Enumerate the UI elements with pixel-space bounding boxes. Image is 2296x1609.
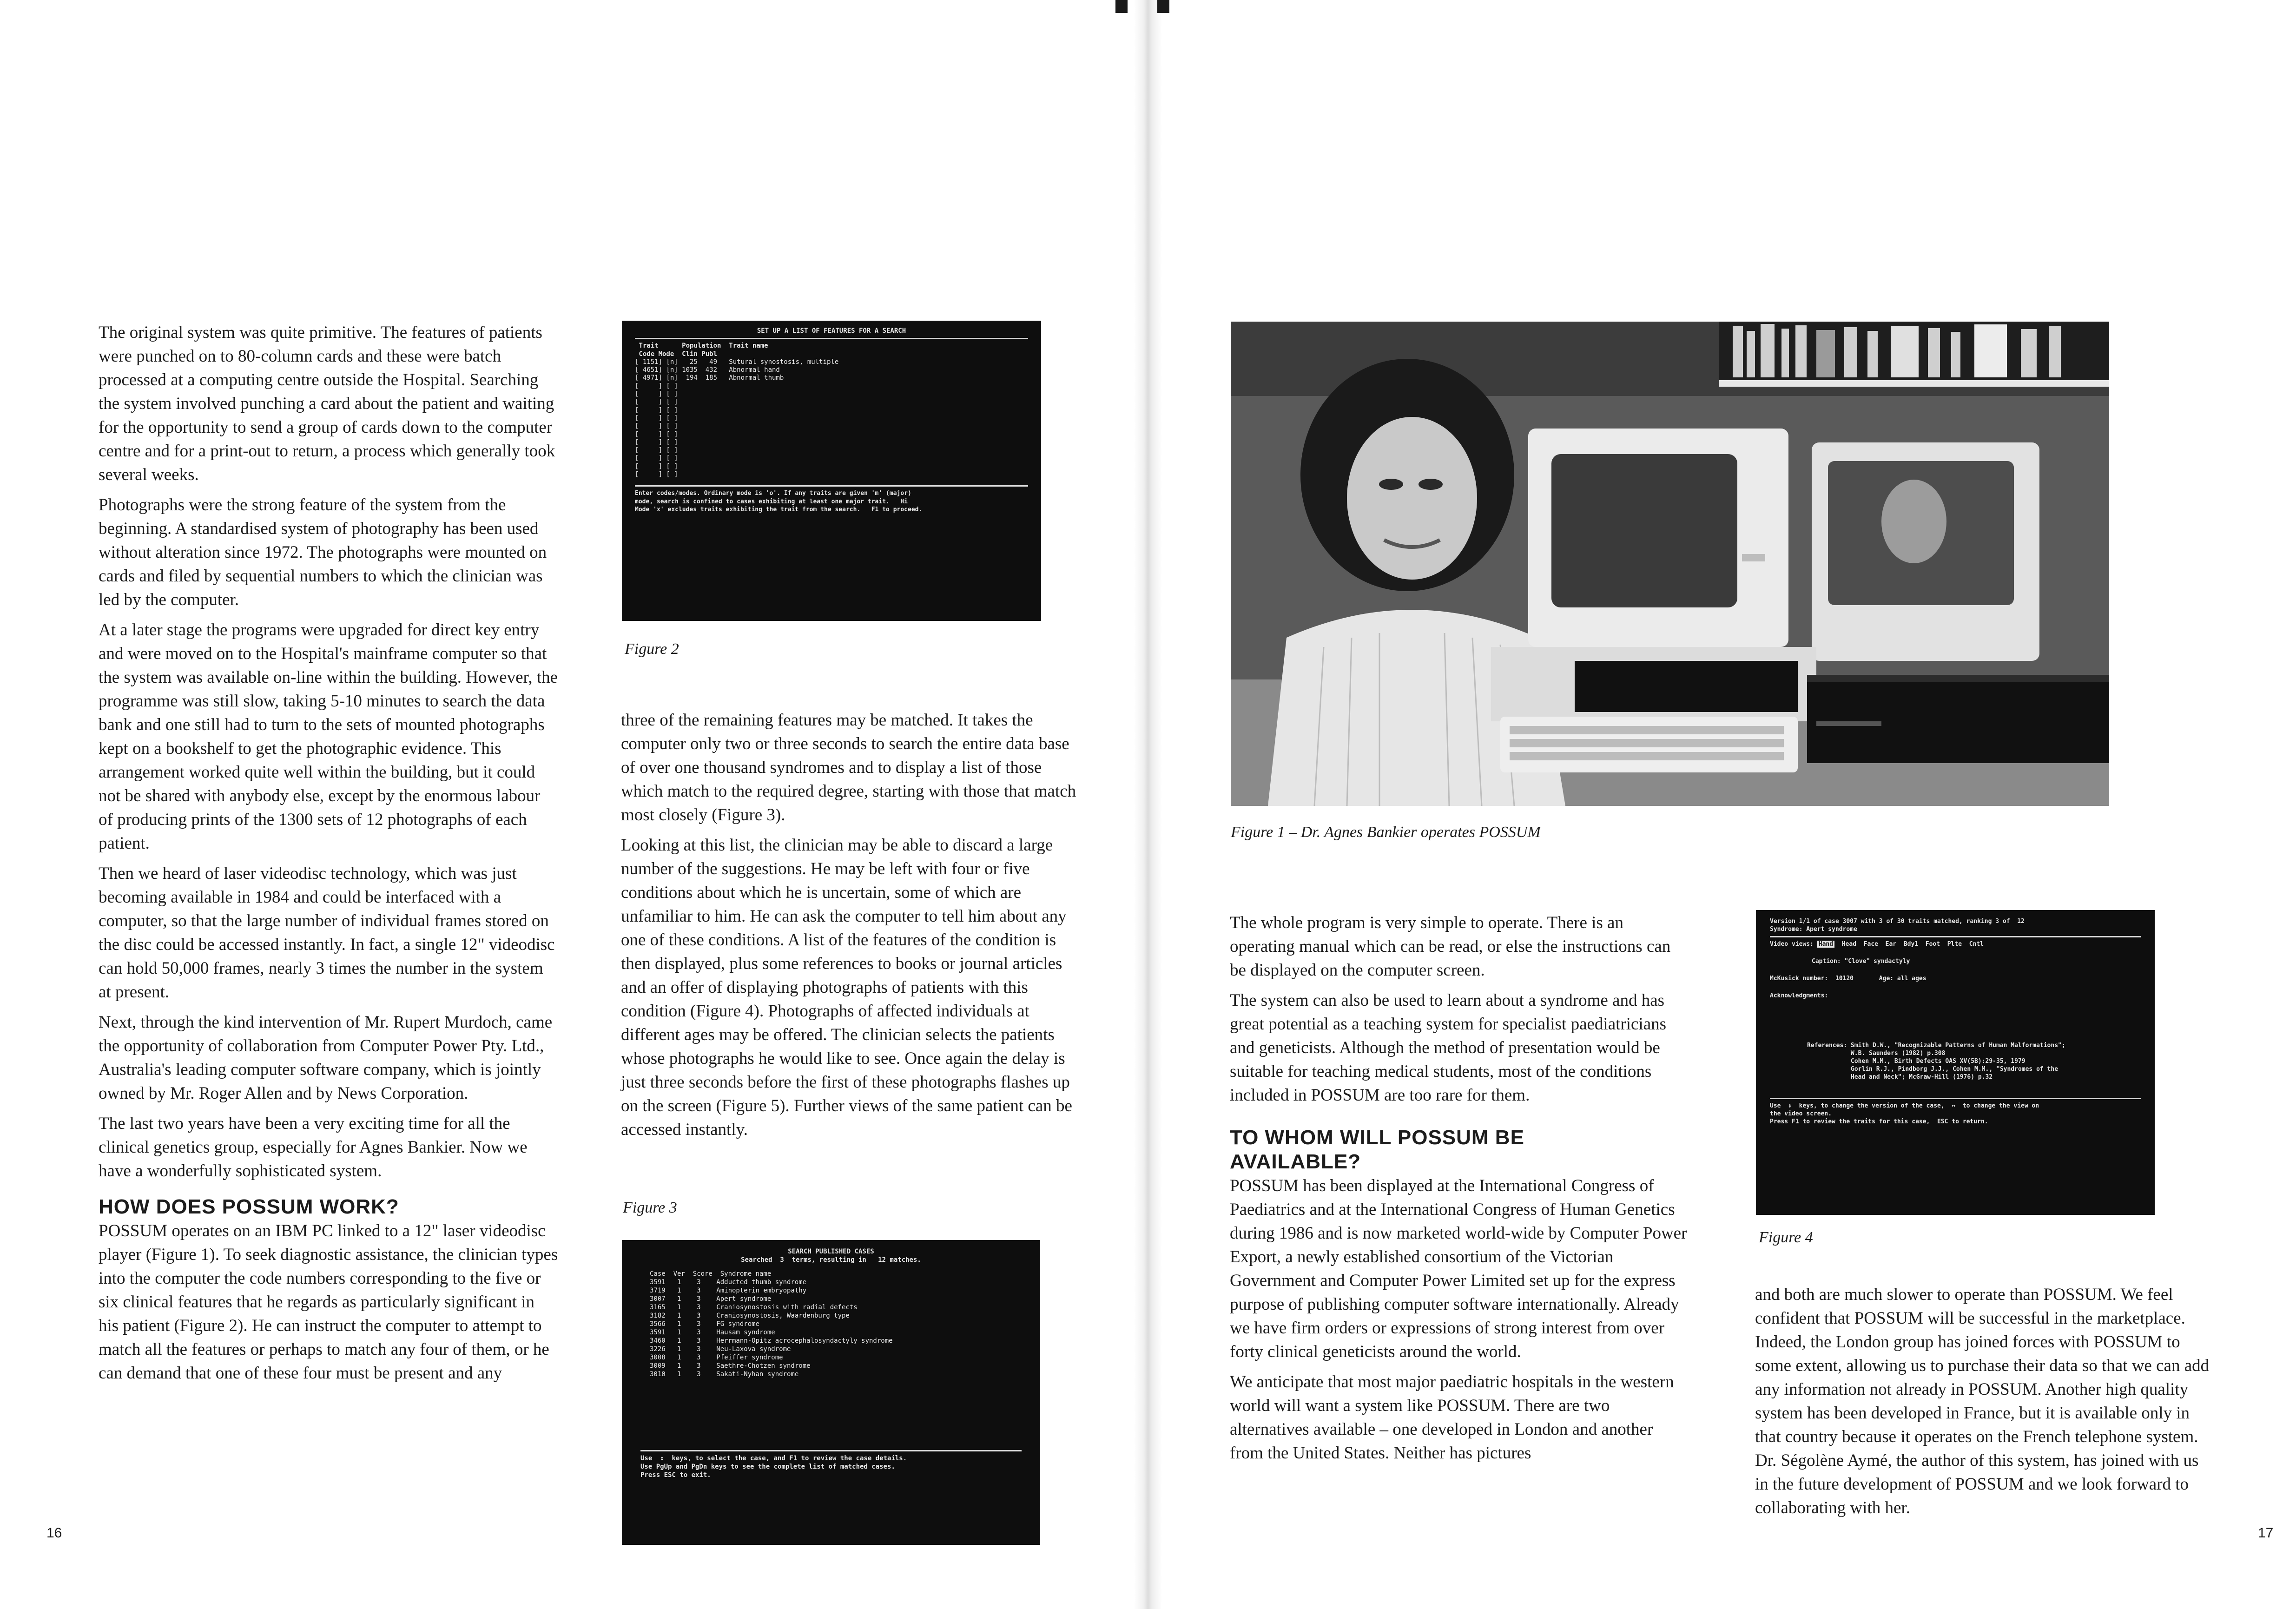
view-option[interactable]: Foot: [1925, 941, 1940, 948]
paragraph: Photographs were the strong feature of the system from the beginning. A standardised system of photography has been used without alteration since 1972. The photographs were mounted on cards and filed by sequential numbers to which the clinician was led by the computer.: [99, 495, 547, 609]
reference-line: W.B. Saunders (1982) p.308: [1807, 1050, 1946, 1057]
paragraph: and both are much slower to operate than POSSUM. We feel confident that POSSUM will be successful in the marketplace. Indeed, the London group has joined forces with POSSUM to some extent, allowing us to purchase their data so that we can add any information not already in POSSUM. Another high quality system has been developed in France, but it is available only in that country because it operates on the French telephone system. Dr. Ségolène Aymé, the author of this system, has joined with us in the future development of POSSUM and we look forward to collaborating with her.: [1755, 1285, 2210, 1517]
left-page: [0, 0, 1144, 1609]
left-column-1: [99, 321, 559, 1391]
video-views-label: Video views:: [1770, 941, 1814, 948]
reference-line: Cohen M.M., Birth Defects OAS XV(5B):29-35, 1979: [1807, 1058, 2025, 1065]
spine-mark: [1115, 0, 1128, 13]
trait-row: [ 4651] [n] 1035 432 Abnormal hand: [635, 366, 780, 374]
figure-4-caption: Figure 4: [1759, 1229, 1813, 1246]
figure-3-caption: Figure 3: [623, 1199, 677, 1216]
case-row: 3007 1 3 Apert syndrome: [650, 1295, 772, 1303]
paragraph: At a later stage the programs were upgraded for direct key entry and were moved on to the Hospital's mainframe computer so that the system was available on-line within the building. However, the programme was still slow, taking 5-10 minutes to search the data bank and one still had to turn to the sets of mounted photographs kept on a bookshelf to get the photographic evidence. This arrangement worked quite well within the building, but it could not be shared with anybody else, except by the enormous labour of producing prints of the 1300 sets of 12 photographs of each patient.: [99, 620, 558, 853]
caption-line: Caption: "Clove" syndactyly: [1812, 958, 1910, 965]
screen-subtitle: Searched 3 terms, resulting in 12 matches.: [741, 1256, 921, 1264]
screen-title: SEARCH PUBLISHED CASES: [788, 1248, 874, 1255]
paragraph: POSSUM has been displayed at the International Congress of Paediatrics and at the International Congress of Human Genetics during 1986 and is now marketed world-wide by Computer Power Export, a newly established consortium of the Victorian Government and Computer Power Limited set up for the express purpose of publishing computer software internationally. Already we have firm orders or expressions of strong interest from over forty clinical geneticists around the world.: [1230, 1176, 1687, 1361]
trait-row: [ ] [ ]: [635, 406, 678, 414]
left-column-2: [621, 708, 1081, 1148]
figure-1-caption: Figure 1 – Dr. Agnes Bankier operates POSSUM: [1231, 824, 1541, 841]
screen-subtitle: Syndrome: Apert syndrome: [1770, 926, 1857, 933]
photo-illustration: [1231, 322, 2109, 806]
case-row: 3165 1 3 Craniosynostosis with radial defects: [650, 1304, 858, 1311]
paragraph: The whole program is very simple to operate. There is an operating manual which can be read, or else the instructions can be displayed on the computer screen.: [1230, 913, 1671, 980]
case-row: 3591 1 3 Hausam syndrome: [650, 1329, 775, 1336]
view-option[interactable]: Face: [1863, 941, 1878, 948]
trait-row: [ ] [ ]: [635, 430, 678, 438]
trait-row: [ ] [ ]: [635, 414, 678, 422]
paragraph: The system can also be used to learn about a syndrome and has great potential as a teaching system for specialist paediatricians and geneticists. Although the method of presentation would be suitable for teaching medical students, most of the conditions included in POSSUM are too rare for them.: [1230, 991, 1667, 1105]
trait-row: [ ] [ ]: [635, 398, 678, 406]
figure-2-screen: [622, 321, 1041, 621]
section-heading: TO WHOM WILL POSSUM BE AVAILABLE?: [1230, 1126, 1524, 1173]
paragraph: Next, through the kind intervention of Mr. Rupert Murdoch, came the opportunity of collaboration from Computer Power Pty. Ltd., Australia's leading computer software company, which is jointly owned by Mr. Roger Allen and by News Corporation.: [99, 1013, 553, 1103]
view-option[interactable]: Plte: [1947, 941, 1962, 948]
paragraph: We anticipate that most major paediatric hospitals in the western world will want a system like POSSUM. There are two alternatives available – one developed in London and another from the United States. Neither has pictures: [1230, 1372, 1674, 1463]
screen-footer: Use ↕ keys, to select the case, and F1 to review the case details.: [640, 1455, 907, 1462]
video-views-row: [1770, 940, 2141, 948]
case-row: 3226 1 3 Neu-Laxova syndrome: [650, 1345, 791, 1353]
trait-row: [ ] [ ]: [635, 422, 678, 430]
view-option[interactable]: Head: [1841, 941, 1857, 948]
section-heading: HOW DOES POSSUM WORK?: [99, 1195, 399, 1218]
trait-row: [ 4971] [n] 194 185 Abnormal thumb: [635, 374, 784, 382]
screen-footer: the video screen.: [1770, 1110, 1832, 1117]
trait-row: [ ] [ ]: [635, 447, 678, 455]
figure-1-photo: [1231, 322, 2109, 806]
spine-mark: [1157, 0, 1169, 13]
screen-title: SET UP A LIST OF FEATURES FOR A SEARCH: [757, 327, 906, 335]
screen-footer: Mode 'x' excludes traits exhibiting the trait from the search. F1 to proceed.: [635, 506, 923, 513]
screen-footer: Press ESC to exit.: [640, 1471, 711, 1479]
case-row: 3566 1 3 FG syndrome: [650, 1320, 760, 1328]
paragraph: Looking at this list, the clinician may be able to discard a large number of the suggestions. He may be left with four or five conditions about which he is uncertain, some of which are unfamiliar to him. He can ask the computer to tell him about any one of these conditions. A list of the features of the condition is then displayed, plus some references to books or journal articles and an offer of displaying photographs of patients with this condition (Figure 4). Photographs of affected individuals at different ages may be offered. The clinician selects the patients whose photographs he would like to see. Once again the delay is just three seconds before the first of these photographs flashes up on the screen (Figure 5). Further views of the same patient can be accessed instantly.: [621, 836, 1072, 1139]
trait-row: [ ] [ ]: [635, 471, 678, 479]
trait-row: [ ] [ ]: [635, 390, 678, 398]
page-number: 16: [46, 1525, 62, 1541]
trait-row: [ ] [ ]: [635, 455, 678, 462]
figure-2-caption: Figure 2: [625, 640, 679, 658]
figure-4-screen: [1756, 910, 2155, 1215]
trait-row: [ ] [ ]: [635, 462, 678, 470]
screen-footer: Use PgUp and PgDn keys to see the complete list of matched cases.: [640, 1463, 895, 1471]
case-row: 3182 1 3 Craniosynostosis, Waardenburg type: [650, 1312, 850, 1319]
right-column-2: [1755, 1283, 2215, 1526]
screen-header: Trait Population Trait name: [635, 342, 768, 350]
trait-row: [ ] [ ]: [635, 438, 678, 446]
figure-3-screen: [622, 1240, 1040, 1545]
right-column-1: [1230, 911, 1690, 1471]
case-row: 3591 1 3 Adducted thumb syndrome: [650, 1279, 807, 1286]
screen-footer: Use ↕ keys, to change the version of the case, ↔ to change the view on: [1770, 1102, 2039, 1109]
reference-line: References: Smith D.W., "Recognizable Patterns of Human Malformations";: [1807, 1042, 2065, 1049]
trait-row: [ ] [ ]: [635, 382, 678, 390]
paragraph: The original system was quite primitive. The features of patients were punched on to 80-column cards and these were batch processed at a computing centre outside the Hospital. Searching the system involved punching a card about the patient and waiting for the opportunity to send a group of cards down to the computer centre and for a print-out to return, a process which generally took several weeks.: [99, 323, 555, 484]
case-row: 3010 1 3 Sakati-Nyhan syndrome: [650, 1371, 799, 1378]
screen-header: Code Mode Clin Publ: [635, 350, 718, 358]
screen-footer: mode, search is confined to cases exhibiting at least one major trait. Hi: [635, 498, 908, 505]
paragraph: Then we heard of laser videodisc technology, which was just becoming available in 1984 and could be interfaced with a computer, so that the large number of individual frames stored on the disc could be accessed instantly. In fact, a single 12" videodisc can hold 50,000 frames, nearly 3 times the number in the system at present.: [99, 864, 555, 1002]
paragraph: three of the remaining features may be matched. It takes the computer only two or three seconds to search the entire data base of over one thousand syndromes and to display a list of those which match to the required degree, starting with those that match most closely (Figure 3).: [621, 711, 1076, 824]
case-row: 3009 1 3 Saethre-Chotzen syndrome: [650, 1362, 811, 1370]
trait-row: [ 1151] [n] 25 49 Sutural synostosis, multiple: [635, 358, 839, 366]
case-row: 3719 1 3 Aminopterin embryopathy: [650, 1287, 807, 1294]
case-row: 3460 1 3 Herrmann-Opitz acrocephalosyndactyly syndrome: [650, 1337, 893, 1345]
acknowledgments-line: Acknowledgments:: [1770, 992, 1828, 999]
page-number: 17: [2258, 1525, 2274, 1541]
reference-line: Gorlin R.J., Pindborg J.J., Cohen M.M., "Syndromes of the: [1807, 1066, 2058, 1073]
screen-footer: Press F1 to review the traits for this case, ESC to return.: [1770, 1118, 1988, 1125]
screen-title: Version 1/1 of case 3007 with 3 of 30 traits matched, ranking 3 of 12: [1770, 918, 2025, 925]
view-option[interactable]: Bdy1: [1903, 941, 1919, 948]
screen-header: Case Ver Score Syndrome name: [650, 1270, 772, 1278]
paragraph: The last two years have been a very exciting time for all the clinical genetics group, especially for Agnes Bankier. Now we have a wonderfully sophisticated system.: [99, 1114, 528, 1180]
view-option[interactable]: Ear: [1885, 941, 1897, 948]
screen-footer: Enter codes/modes. Ordinary mode is 'o'. If any traits are given 'm' (major): [635, 490, 911, 497]
view-option[interactable]: Cntl: [1969, 941, 1984, 948]
mckusick-line: McKusick number: 10120 Age: all ages: [1770, 975, 1927, 982]
case-row: 3008 1 3 Pfeiffer syndrome: [650, 1354, 783, 1361]
reference-line: Head and Neck"; McGraw-Hill (1976) p.32: [1807, 1074, 1993, 1081]
book-gutter: [1134, 0, 1162, 1609]
paragraph: POSSUM operates on an IBM PC linked to a 12" laser videodisc player (Figure 1). To seek diagnostic assistance, the clinician types into the computer the code numbers corresponding to the five or six clinical features that he regards as particularly significant in his patient (Figure 2). He can instruct the computer to attempt to match all the features or perhaps to match any four of them, or he can demand that one of these four must be present and any: [99, 1221, 558, 1383]
view-option-selected[interactable]: Hand: [1817, 941, 1834, 948]
